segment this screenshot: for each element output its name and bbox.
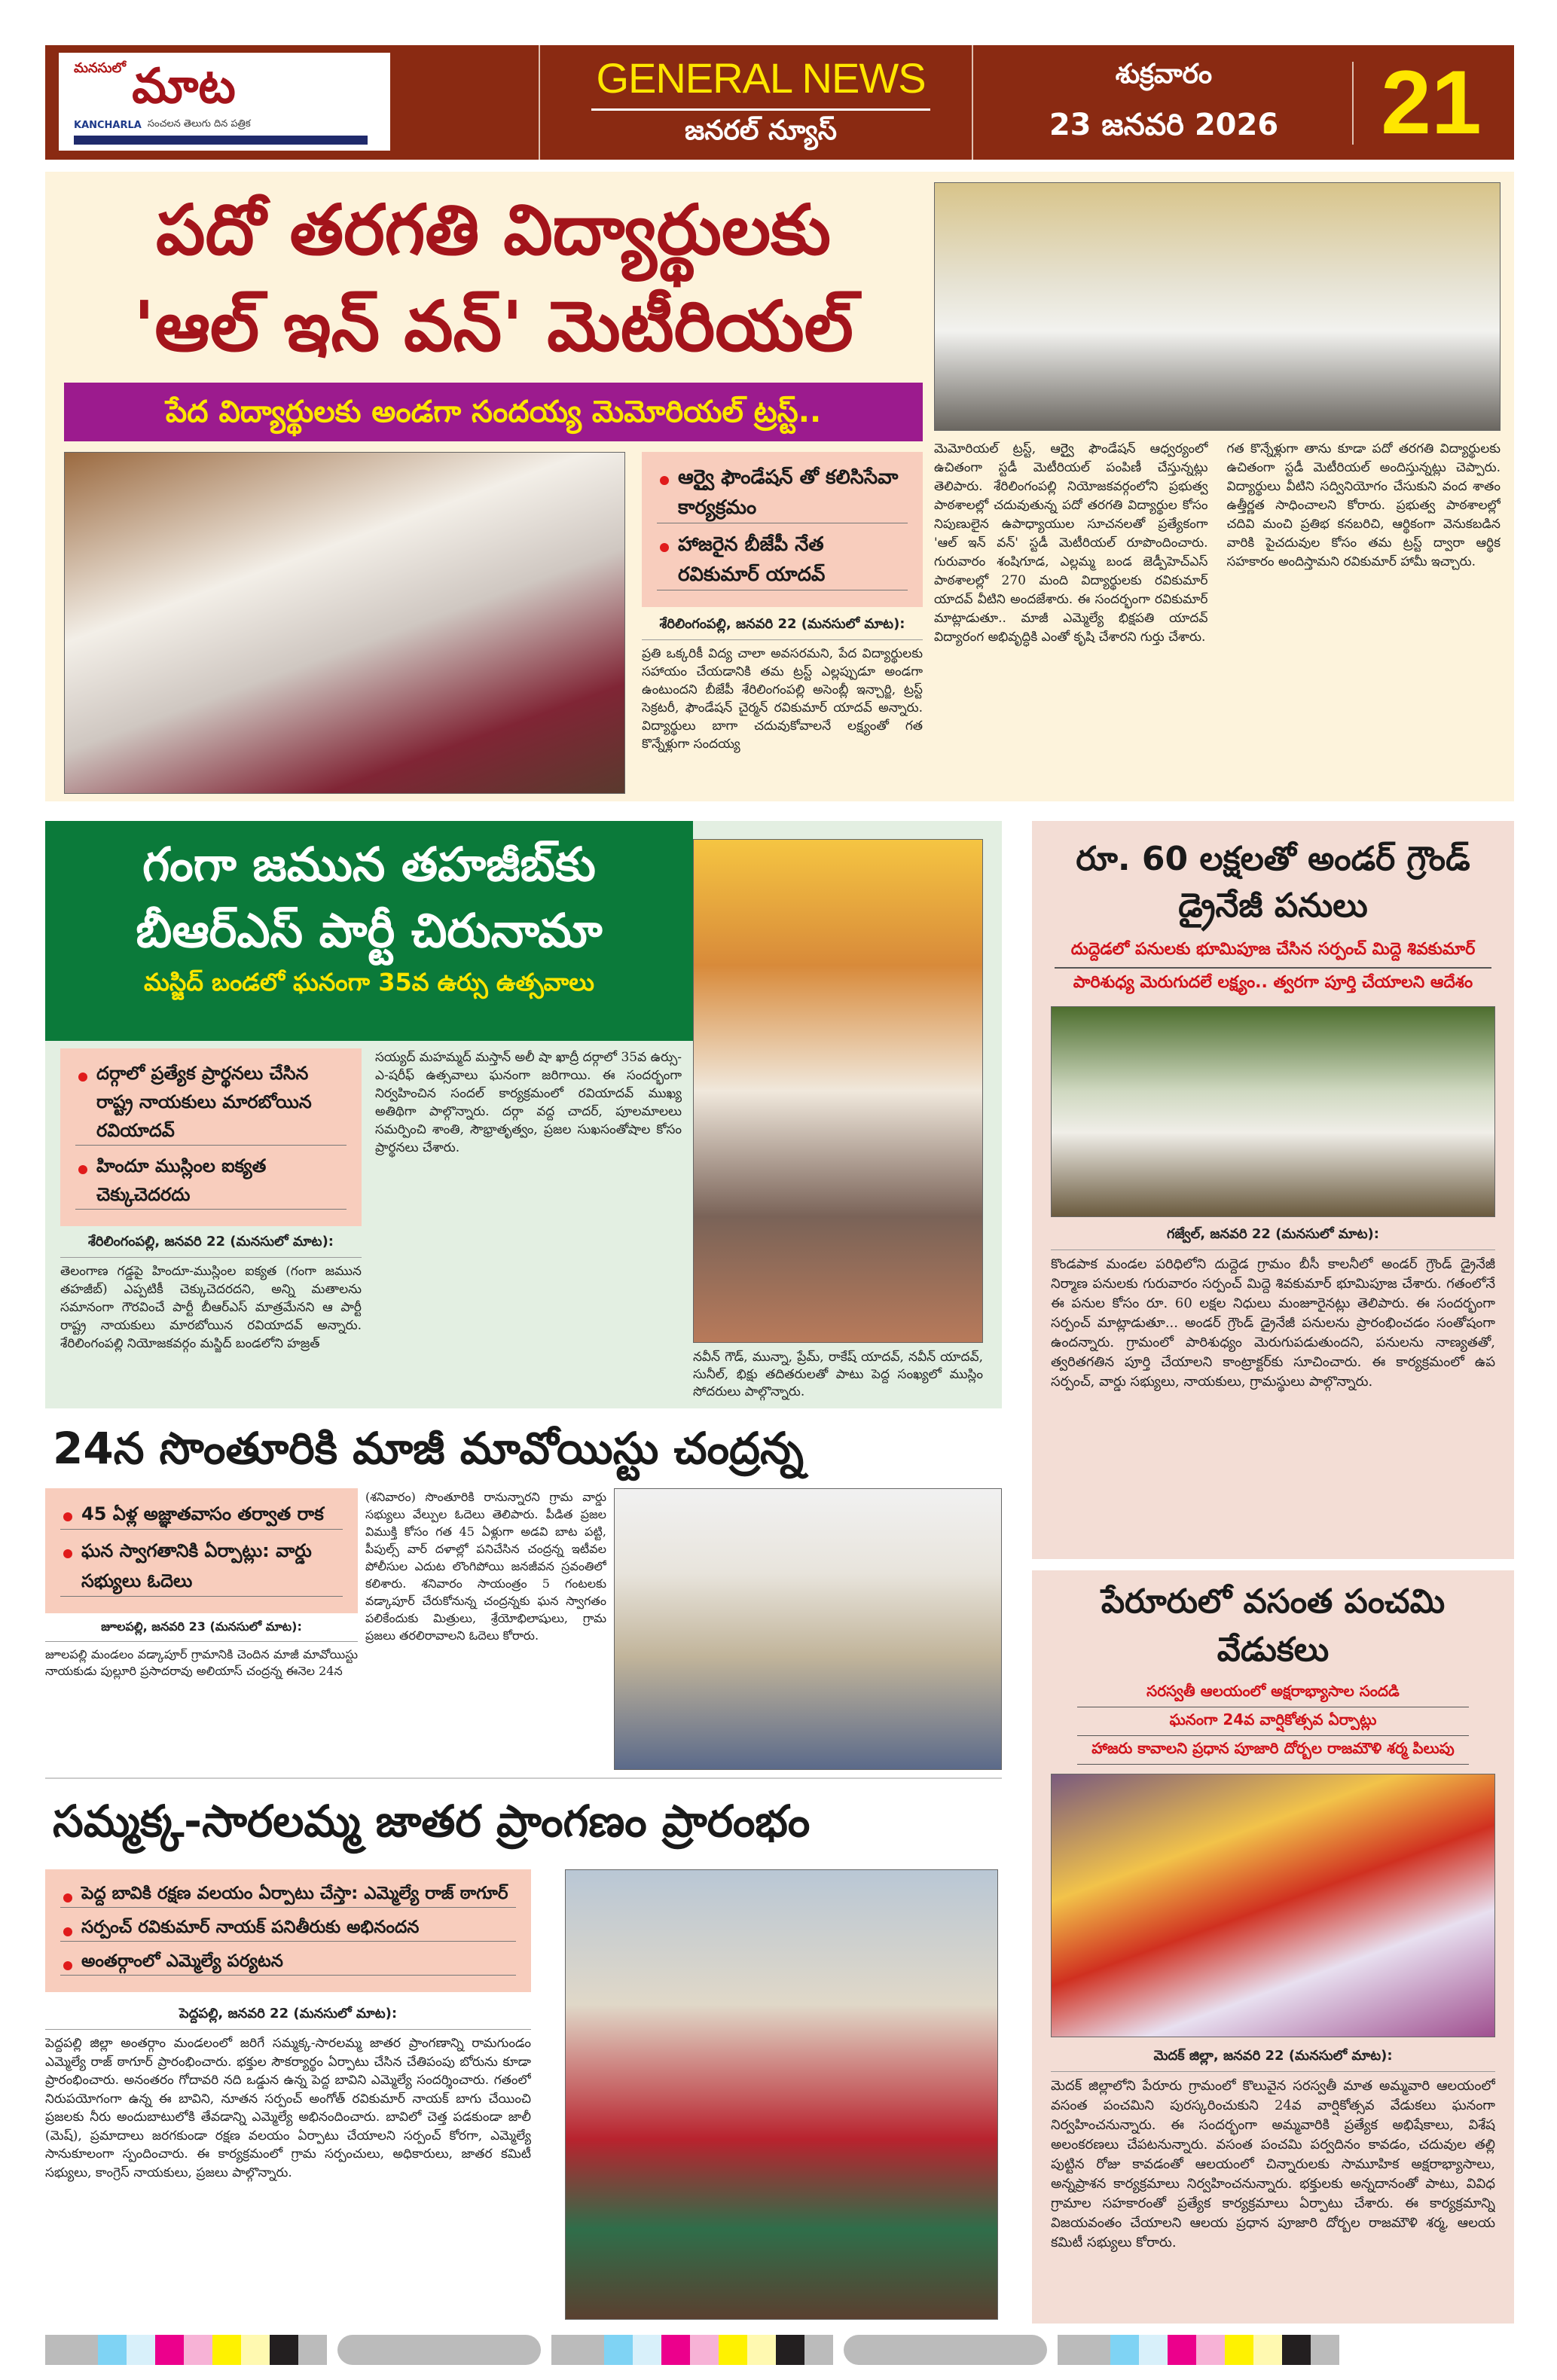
logo-small-text: మనసులో xyxy=(74,60,127,76)
subhead: దుద్దెడలో పనులకు భూమిపూజ చేసిన సర్పంచ్ మిద్దె శివకుమార్ xyxy=(1055,935,1491,969)
article-body: కొండపాక మండల పరిధిలోని దుద్దెడ గ్రామం బీసీ కాలనీలో అండర్ గ్రౌండ్ డ్రైనేజీ నిర్మాణ పనులకు గురువారం సర్పంచ్ మిద్దె శివకుమార్ భూమిపూజ చేశారు. గతంలోనే ఈ పనుల కోసం రూ. 60 లక్షల నిధులు మంజూరైనట్లు తెలిపారు. ఈ సందర్భంగా సర్పంచ్ మాట్లాడుతూ... అండర్ గ్రౌండ్ డ్రైనేజీ పనులను ప్రారంభించడం సంతోషంగా ఉందన్నారు. గ్రామంలో పారిశుధ్యం మెరుగుపడుతుందని, పనులను నాణ్యతతో, త్వరితగతిన పూర్తి చేయాలని కాంట్రాక్టర్‌కు సూచించారు. ఈ కార్యక్రమంలో ఉప సర్పంచ్, వార్డు సభ్యులు, నాయకులు, గ్రామస్థులు పాల్గొన్నారు. xyxy=(1051,1256,1495,1390)
article-body: గత కొన్నేళ్లుగా తాను కూడా పదో తరగతి విద్యార్థులకు ఉచితంగా స్టడీ మెటీరియల్ అందిస్తున్నట్లు చెప్పారు. విద్యార్థులు వీటిని సద్వినియోగం చేసుకుని వంద శాతం ఉత్తీర్ణత సాధించాలని కోరారు. ప్రభుత్వ పాఠశాలల్లో చదివి మంచి ప్రతిభ కనబరిచి, ఆర్థికంగా వెనుకబడిన వారికి పైచదువుల కోసం తమ ట్రస్ట్ ద్వారా ఆర్థిక సహకారం అందిస్తామని రవికుమార్ హామీ ఇచ్చారు. xyxy=(1226,441,1501,569)
logo-top-row xyxy=(74,56,375,116)
highlights-box xyxy=(642,452,923,607)
article-banner: పేద విద్యార్థులకు అండగా సందయ్య మెమోరియల్ ట్రస్ట్.. xyxy=(64,383,923,441)
divider xyxy=(539,45,540,160)
article-right-column xyxy=(934,182,1501,794)
article-lower-row xyxy=(64,452,923,794)
article-study-material xyxy=(45,172,1514,801)
headline-line: పదో తరగతి విద్యార్థులకు xyxy=(156,190,831,270)
logo-tagline: సంచలన తెలుగు దిన పత్రిక xyxy=(147,118,251,130)
article-body: మెదక్ జిల్లాలోని పేరూరు గ్రామంలో కొలువైన సరస్వతీ మాత అమ్మవారి ఆలయంలో వసంత పంచమిని పురస్కరించుకుని 24వ వార్షికోత్సవ వేడుకలు ఘనంగా నిర్వహించనున్నారు. ఈ సందర్భంగా అమ్మవారికి ప్రత్యేక అభిషేకాలు, విశేష అలంకరణలు చేపటనున్నారు. వసంత పంచమి పర్వదినం కావడం, చదువుల తల్లి పుట్టిన రోజు కావడంతో ఆలయంలో చిన్నారులకు సామూహిక అక్షరాభ్యాసాలు, అన్నప్రాశన కార్యక్రమాలు నిర్వహించనున్నారు. భక్తులకు అన్నదానంతో పాటు, వివిధ గ్రామాల సహకారంతో ప్రత్యేక కార్యక్రమాలు ఏర్పాటు చేశారు. ఈ కార్యక్రమాన్ని విజయవంతం చేయాలని ఆలయ ప్రధాన పూజారి దోర్బల రాజమౌళి శర్మ, ఆలయ కమిటీ సభ్యులు కోరారు. xyxy=(1051,2078,1495,2250)
article-body: నవీన్ గౌడ్, మున్నా, ప్రేమ్, రాకేష్ యాదవ్, నవీన్ యాదవ్, సునీల్, భిక్షు తదితరులతో పాటు పెద్ద సంఖ్యలో ముస్లిం సోదరులు పాల్గొన్నారు. xyxy=(693,1350,983,1399)
article-photo xyxy=(64,452,625,794)
article-text-col xyxy=(642,452,923,794)
article-photo xyxy=(1051,1774,1495,2037)
article-text-col xyxy=(45,1488,358,1770)
issue-date xyxy=(979,56,1348,146)
article-text-col xyxy=(45,1869,531,2324)
article-photo xyxy=(934,182,1501,431)
dateline: గజ్వేల్, జనవరి 22 (మనసులో మాట): xyxy=(1051,1226,1495,1250)
article-text-col xyxy=(60,1048,362,1401)
dateline: శేరిలింగంపల్లి, జనవరి 22 (మనసులో మాట): xyxy=(642,616,923,640)
highlight-item: దర్గాలో ప్రత్యేక ప్రార్థనలు చేసిన రాష్ట్ర నాయకులు మారబోయిన రవియాదవ్ xyxy=(75,1059,347,1146)
section-title xyxy=(557,53,964,153)
highlight-item: ఘన స్వాగతానికి ఏర్పాట్లు: వార్డు సభ్యులు ఓదెలు xyxy=(60,1536,343,1597)
article-body: (శనివారం) సొంతూరికి రానున్నారని గ్రామ వార్డు సభ్యులు వేల్పుల ఓదెలు తెలిపారు. పీడిత ప్రజల విముక్తి కోసం గత 45 ఏళ్లుగా అడవి బాట పట్టి, పీపుల్స్ వార్ దళాల్లో పనిచేసిన చంద్రన్న ఇటీవల పోలీసుల ఎదుట లొంగిపోయి జనజీవన స్రవంతిలో కలిశారు. శనివారం సాయంత్రం 5 గంటలకు వడ్కాపూర్ చేరుకోనున్న చంద్రన్నకు ఘన స్వాగతం పలికేందుకు మిత్రులు, శ్రేయోభిలాషులు, గ్రామ ప్రజలు తరలిరావాలని ఓదెలు కోరారు. xyxy=(365,1490,606,1643)
highlight-item: సర్పంచ్ రవికుమార్ నాయక్ పనితీరుకు అభినందన xyxy=(60,1914,516,1942)
article-body: జూలపల్లి మండలం వడ్కాపూర్ గ్రామానికి చెందిన మాజీ మావోయిస్టు నాయకుడు పుల్లూరి ప్రసాదరావు అలియాస్ చంద్రన్న ఈనెల 24న xyxy=(45,1647,358,1678)
divider xyxy=(1352,62,1354,145)
article-body: ప్రతి ఒక్కరికీ విద్య చాలా అవసరమని, పేద విద్యార్థులకు సహాయం చేయడానికి తమ ట్రస్ట్ ఎల్లప్పుడూ అండగా ఉంటుందని బీజేపీ శేరిలింగంపల్లి అసెంబ్లీ ఇన్చార్జి, ట్రస్ట్ సెక్రటరీ, ఫౌండేషన్ చైర్మన్ రవికుమార్ యాదవ్ అన్నారు. విద్యార్థులు బాగా చదువుకోవాలనే లక్ష్యంతో గత కొన్నేళ్లుగా సందయ్య xyxy=(642,646,923,752)
article-lower-row xyxy=(45,1048,693,1401)
article-body-row xyxy=(934,440,1501,794)
dateline: శేరిలింగంపల్లి, జనవరి 22 (మనసులో మాట): xyxy=(60,1234,362,1258)
article-headline xyxy=(1051,836,1495,929)
divider xyxy=(972,45,973,160)
highlight-item: అంతర్గాంలో ఎమ్మెల్యే పర్యటన xyxy=(60,1948,516,1976)
article-left-column xyxy=(64,182,923,794)
section-title-en: GENERAL NEWS xyxy=(596,54,926,102)
highlights-box xyxy=(60,1048,362,1226)
masthead xyxy=(45,45,1514,160)
subhead: సరస్వతీ ఆలయంలో అక్షరాభ్యాసాల సందడి xyxy=(1077,1679,1469,1707)
headline-subhead: మస్జిద్ బండలో ఘనంగా 35వ ఉర్సు ఉత్సవాలు xyxy=(144,968,594,996)
section-title-te: జనరల్ న్యూస్ xyxy=(684,115,838,146)
dateline: పెద్దపల్లి, జనవరి 22 (మనసులో మాట): xyxy=(45,2006,531,2030)
headline-line: గంగా జమున తహజీబ్‌కు xyxy=(142,837,596,892)
logo-brand: KANCHARLA xyxy=(74,119,142,131)
dateline: మెదక్ జిల్లా, జనవరి 22 (మనసులో మాట): xyxy=(1051,2048,1495,2072)
highlight-item: హాజరైన బీజేపీ నేత రవికుమార్ యాదవ్ xyxy=(657,529,908,590)
article-body: తెలంగాణ గడ్డపై హిందూ-ముస్లింల ఐక్యత (గంగా జమున తహజీబ్) ఎప్పటికీ చెక్కుచెదరదని, అన్ని మతాలను సమానంగా గౌరవించే పార్టీ బీఆర్ఎస్ మాత్రమేనని ఆ పార్టీ రాష్ట్ర నాయకులు మారబోయిన రవియాదవ్ అన్నారు. శేరిలింగంపల్లి నియోజకవర్గం మస్జిద్ బండలోని హజ్రత్ xyxy=(60,1264,362,1351)
article-maoist-return xyxy=(45,1416,1002,1770)
article-headline: 24న సొంతూరికి మాజీ మావోయిస్టు చంద్రన్న xyxy=(53,1423,804,1474)
subheads xyxy=(1051,935,1495,1000)
article-jatara xyxy=(45,1777,1002,2324)
highlights-box xyxy=(45,1869,531,1992)
article-urs-festival xyxy=(45,821,1002,1408)
page-number: 21 xyxy=(1381,52,1482,153)
headline-banner xyxy=(45,821,693,1041)
color-registration-bar xyxy=(45,2335,1514,2365)
highlight-item: ఆర్వైై ఫౌండేషన్ తో కలిసిసేవా కార్యక్రమం xyxy=(657,462,908,523)
article-headline: సమ్మక్క-సారలమ్మ జాతర ప్రాంగణం ప్రారంభం xyxy=(53,1796,811,1847)
divider xyxy=(591,108,930,111)
headline-line: డ్రైనేజీ పనులు xyxy=(1178,886,1368,925)
subheads xyxy=(1077,1679,1469,1765)
article-photo xyxy=(1051,1006,1495,1217)
highlights-box xyxy=(45,1488,358,1613)
headline-line: 'ఆల్ ఇన్ వన్' మెటీరియల్ xyxy=(133,286,853,367)
highlight-item: 45 ఏళ్ల అజ్ఞాతవాసం తర్వాత రాక xyxy=(60,1499,343,1530)
issue-date-text: 23 జనవరి 2026 xyxy=(1049,108,1279,142)
article-body: పెద్దపల్లి జిల్లా అంతర్గాం మండలంలో జరిగే సమ్మక్క-సారలమ్మ జాతర ప్రాంగణాన్ని రామగుండం ఎమ్మెల్యే రాజ్ ఠాగూర్ ప్రారంభించారు. భక్తుల సౌకర్యార్థం ఏర్పాటు చేసిన చేతిపంపు బోరును కూడా ప్రారంభించారు. అనంతరం గోదావరి నది ఒడ్డున ఉన్న పెద్ద బావిని ఎమ్మెల్యే సందర్శించారు. గతంలో నిరుపయోగంగా ఉన్న ఈ బావిని, నూతన సర్పంచ్ అంగోత్ రవికుమార్ నాయక్ బాగు చేయించి ప్రజలకు నీరు అందుబాటులోకి తేవడాన్ని ఎమ్మెల్యే అభినందించారు. బావిలో చెత్త పడకుండా జాలీ (మెష్), ప్రమాదాలు జరగకుండా రక్షణ వలయం ఏర్పాటు చేయాలని సర్పంచ్ కోరగా, ఎమ్మెల్యే సానుకూలంగా స్పందించారు. ఈ కార్యక్రమంలో గ్రామ సర్పంచులు, అధికారులు, జాతర కమిటీ సభ్యులు, కాంగ్రెస్ నాయకులు, ప్రజలు పాల్గొన్నారు. xyxy=(45,2036,531,2180)
article-lower-row xyxy=(45,1869,1002,2324)
highlight-item: హిందూ ముస్లింల ఐక్యత చెక్కుచెదరదు xyxy=(75,1152,347,1210)
subhead: ఘనంగా 24వ వార్షికోత్సవ ఏర్పాట్లు xyxy=(1077,1707,1469,1736)
article-lower-row xyxy=(45,1488,1002,1770)
article-body: మెమోరియల్ ట్రస్ట్, ఆర్వైై ఫౌండేషన్ ఆధ్వర్యంలో ఉచితంగా స్టడీ మెటీరియల్ పంపిణీ చేస్తున్నట్లు తెలిపారు. శేరిలింగంపల్లి నియోజకవర్గంలోని ప్రభుత్వ పాఠశాలల్లో చదువుతున్న పదో తరగతి విద్యార్థుల కోసం నిపుణులైన ఉపాధ్యాయుల సూచనలతో ప్రత్యేకంగా 'ఆల్ ఇన్ వన్' స్టడీ మెటీరియల్ రూపొందించారు. గురువారం శంషిగూడ, ఎల్లమ్మ బండ జెడ్పీహెచ్ఎస్ పాఠశాలల్లో 270 మంది విద్యార్థులకు రవికుమార్ యాదవ్ వీటిని అందజేశారు. ఈ సందర్భంగా రవికుమార్ మాట్లాడుతూ.. మాజీ ఎమ్మెల్యే భిక్షపతి యాదవ్ విద్యారంగ అభివృద్ధికి ఎంతో కృషి చేశారని గుర్తు చేశారు. xyxy=(934,441,1208,645)
subhead: హాజరు కావాలని ప్రధాన పూజారి దోర్బల రాజమౌళి శర్మ పిలుపు xyxy=(1077,1736,1469,1765)
subhead: పారిశుధ్య మెరుగుదలే లక్ష్యం.. త్వరగా పూర్తి చేయాలని ఆదేశం xyxy=(1073,973,1473,992)
logo-brand-row xyxy=(74,116,375,134)
article-vasant-panchami xyxy=(1032,1570,1514,2324)
article-headline xyxy=(64,182,923,375)
article-headline: పేరూరులో వసంత పంచమి వేడుకలు xyxy=(1101,1582,1446,1669)
logo-bar xyxy=(74,136,368,145)
article-body: సయ్యద్ మహమ్మద్ మస్తాన్ అలీ షా ఖాద్రీ దర్గాలో 35వ ఉర్సు-ఎ-షరీఫ్ ఉత్సవాలు ఘనంగా జరిగాయి. ఈ సందర్భంగా నిర్వహించిన సందల్ కార్యక్రమంలో రవియాదవ్ ముఖ్య అతిథిగా పాల్గొన్నారు. దర్గా వద్ద చాదర్, పూలమాలలు సమర్పించి శాంతి, సౌభ్రాతృత్వం, ప్రజల సుఖసంతోషాల కోసం ప్రార్థనలు చేశారు. xyxy=(375,1050,682,1155)
headline-line: రూ. 60 లక్షలతో అండర్ గ్రౌండ్ xyxy=(1076,840,1470,878)
issue-day: శుక్రవారం xyxy=(1115,59,1213,90)
article-photo xyxy=(565,1869,998,2320)
article-drainage xyxy=(1032,821,1514,1559)
logo-title: మాట xyxy=(132,59,236,114)
newspaper-logo xyxy=(59,53,390,151)
article-left-column xyxy=(45,821,693,1401)
highlight-item: పెద్ద బావికి రక్షణ వలయం ఏర్పాటు చేస్తా: ఎమ్మెల్యే రాజ్ ఠాగూర్ xyxy=(60,1880,516,1908)
dateline: జూలపల్లి, జనవరి 23 (మనసులో మాట): xyxy=(45,1619,358,1642)
article-photo xyxy=(693,839,983,1343)
article-photo xyxy=(614,1488,1002,1770)
headline-line: బీఆర్ఎస్ పార్టీ చిరునామా xyxy=(136,903,603,958)
article-right-column xyxy=(693,839,983,1401)
